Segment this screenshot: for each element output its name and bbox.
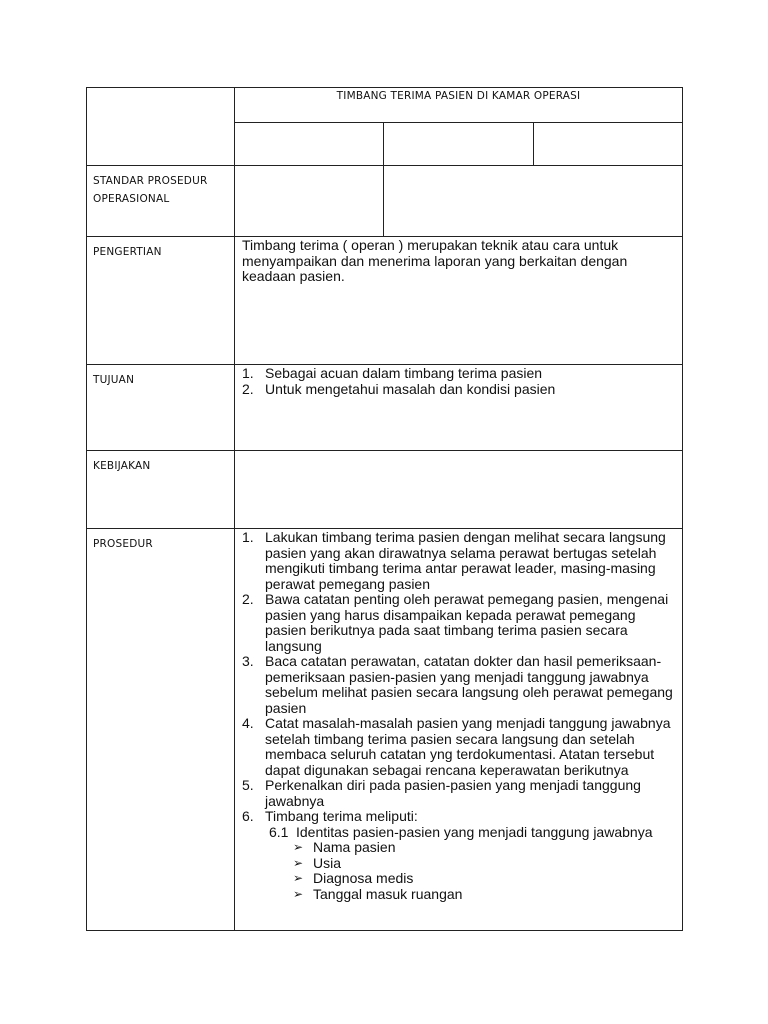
bullet-item: ➢ Diagnosa medis <box>293 870 414 886</box>
kebijakan-content-cell <box>235 451 683 529</box>
prosedur-list <box>242 530 676 825</box>
logo-cell <box>87 88 235 166</box>
prosedur-label-cell <box>87 529 235 931</box>
sop-label: STANDAR PROSEDUR OPERASIONAL <box>93 175 208 205</box>
pengertian-label: PENGERTIAN <box>93 246 162 258</box>
arrow-bullet-icon: ➢ <box>293 871 304 885</box>
sop-label-cell <box>87 166 235 237</box>
bullet-item: ➢ Usia <box>293 854 342 871</box>
tujuan-content-cell <box>235 365 683 451</box>
bullet-item: ➢ Nama pasien <box>293 839 396 855</box>
list-item: 2. Bawa catatan penting oleh perawat pemegang pasien, mengenai pasien yang harus disampaikan kepada perawat pemegang pasien berikutnya pada saat timbang terima pasien secara langsung <box>242 591 669 654</box>
tujuan-label: TUJUAN <box>93 374 135 386</box>
sub-item: 6.1 Identitas pasien-pasien yang menjadi tanggung jawabnya <box>269 823 653 840</box>
arrow-bullet-icon: ➢ <box>293 855 304 870</box>
sop-table <box>86 87 683 931</box>
document-title: TIMBANG TERIMA PASIEN DI KAMAR OPERASI <box>336 90 581 102</box>
pengertian-content-cell <box>235 237 683 365</box>
list-item: 1. Lakukan timbang terima pasien dengan melihat secara langsung pasien yang akan dirawatnya selama perawat bertugas setelah mengikuti timbang terima antar perawat leader, masing-masing perawat pemegang pasien <box>242 529 666 592</box>
pengertian-text: Timbang terima ( operan ) merupakan teknik atau cara untuk menyampaikan dan menerima laporan yang berkaitan dengan keadaan pasien. <box>242 237 628 284</box>
signature-cell <box>384 166 683 237</box>
prosedur-label: PROSEDUR <box>93 538 153 550</box>
kebijakan-label-cell <box>87 451 235 529</box>
tujuan-label-cell <box>87 365 235 451</box>
list-item: 1. Sebagai acuan dalam timbang terima pasien <box>242 365 543 381</box>
list-item: 4. Catat masalah-masalah pasien yang menjadi tanggung jawabnya setelah timbang terima pasien secara langsung dan setelah membaca seluruh catatan yng terdokumentasi. Atatan tersebut dapat digunakan sebagai rencana keperawatan berikutnya <box>242 715 671 778</box>
list-item: 2. Untuk mengetahui masalah dan kondisi pasien <box>242 380 556 397</box>
page-cell <box>534 123 683 166</box>
tujuan-list <box>242 366 676 397</box>
arrow-bullet-icon: ➢ <box>293 886 304 901</box>
prosedur-content-cell <box>235 529 683 931</box>
pengertian-label-cell <box>87 237 235 365</box>
revision-cell <box>384 123 534 166</box>
bullet-list <box>242 840 676 902</box>
list-item: 5. Perkenalkan diri pada pasien-pasien yang menjadi tanggung jawabnya <box>242 777 641 809</box>
list-item: 3. Baca catatan perawatan, catatan dokter dan hasil pemeriksaan-pemeriksaan pasien-pasien yang menjadi tanggung jawabnya sebelum melihat pasien secara langsung oleh perawat pemegang pasien <box>242 653 673 716</box>
arrow-bullet-icon: ➢ <box>293 840 304 854</box>
kebijakan-label: KEBIJAKAN <box>93 460 151 472</box>
list-item: 6. Timbang terima meliputi: <box>242 808 418 824</box>
bullet-item: ➢ Tanggal masuk ruangan <box>293 885 463 902</box>
date-cell <box>235 166 384 237</box>
doc-number-cell <box>235 123 384 166</box>
title-cell <box>235 88 683 123</box>
